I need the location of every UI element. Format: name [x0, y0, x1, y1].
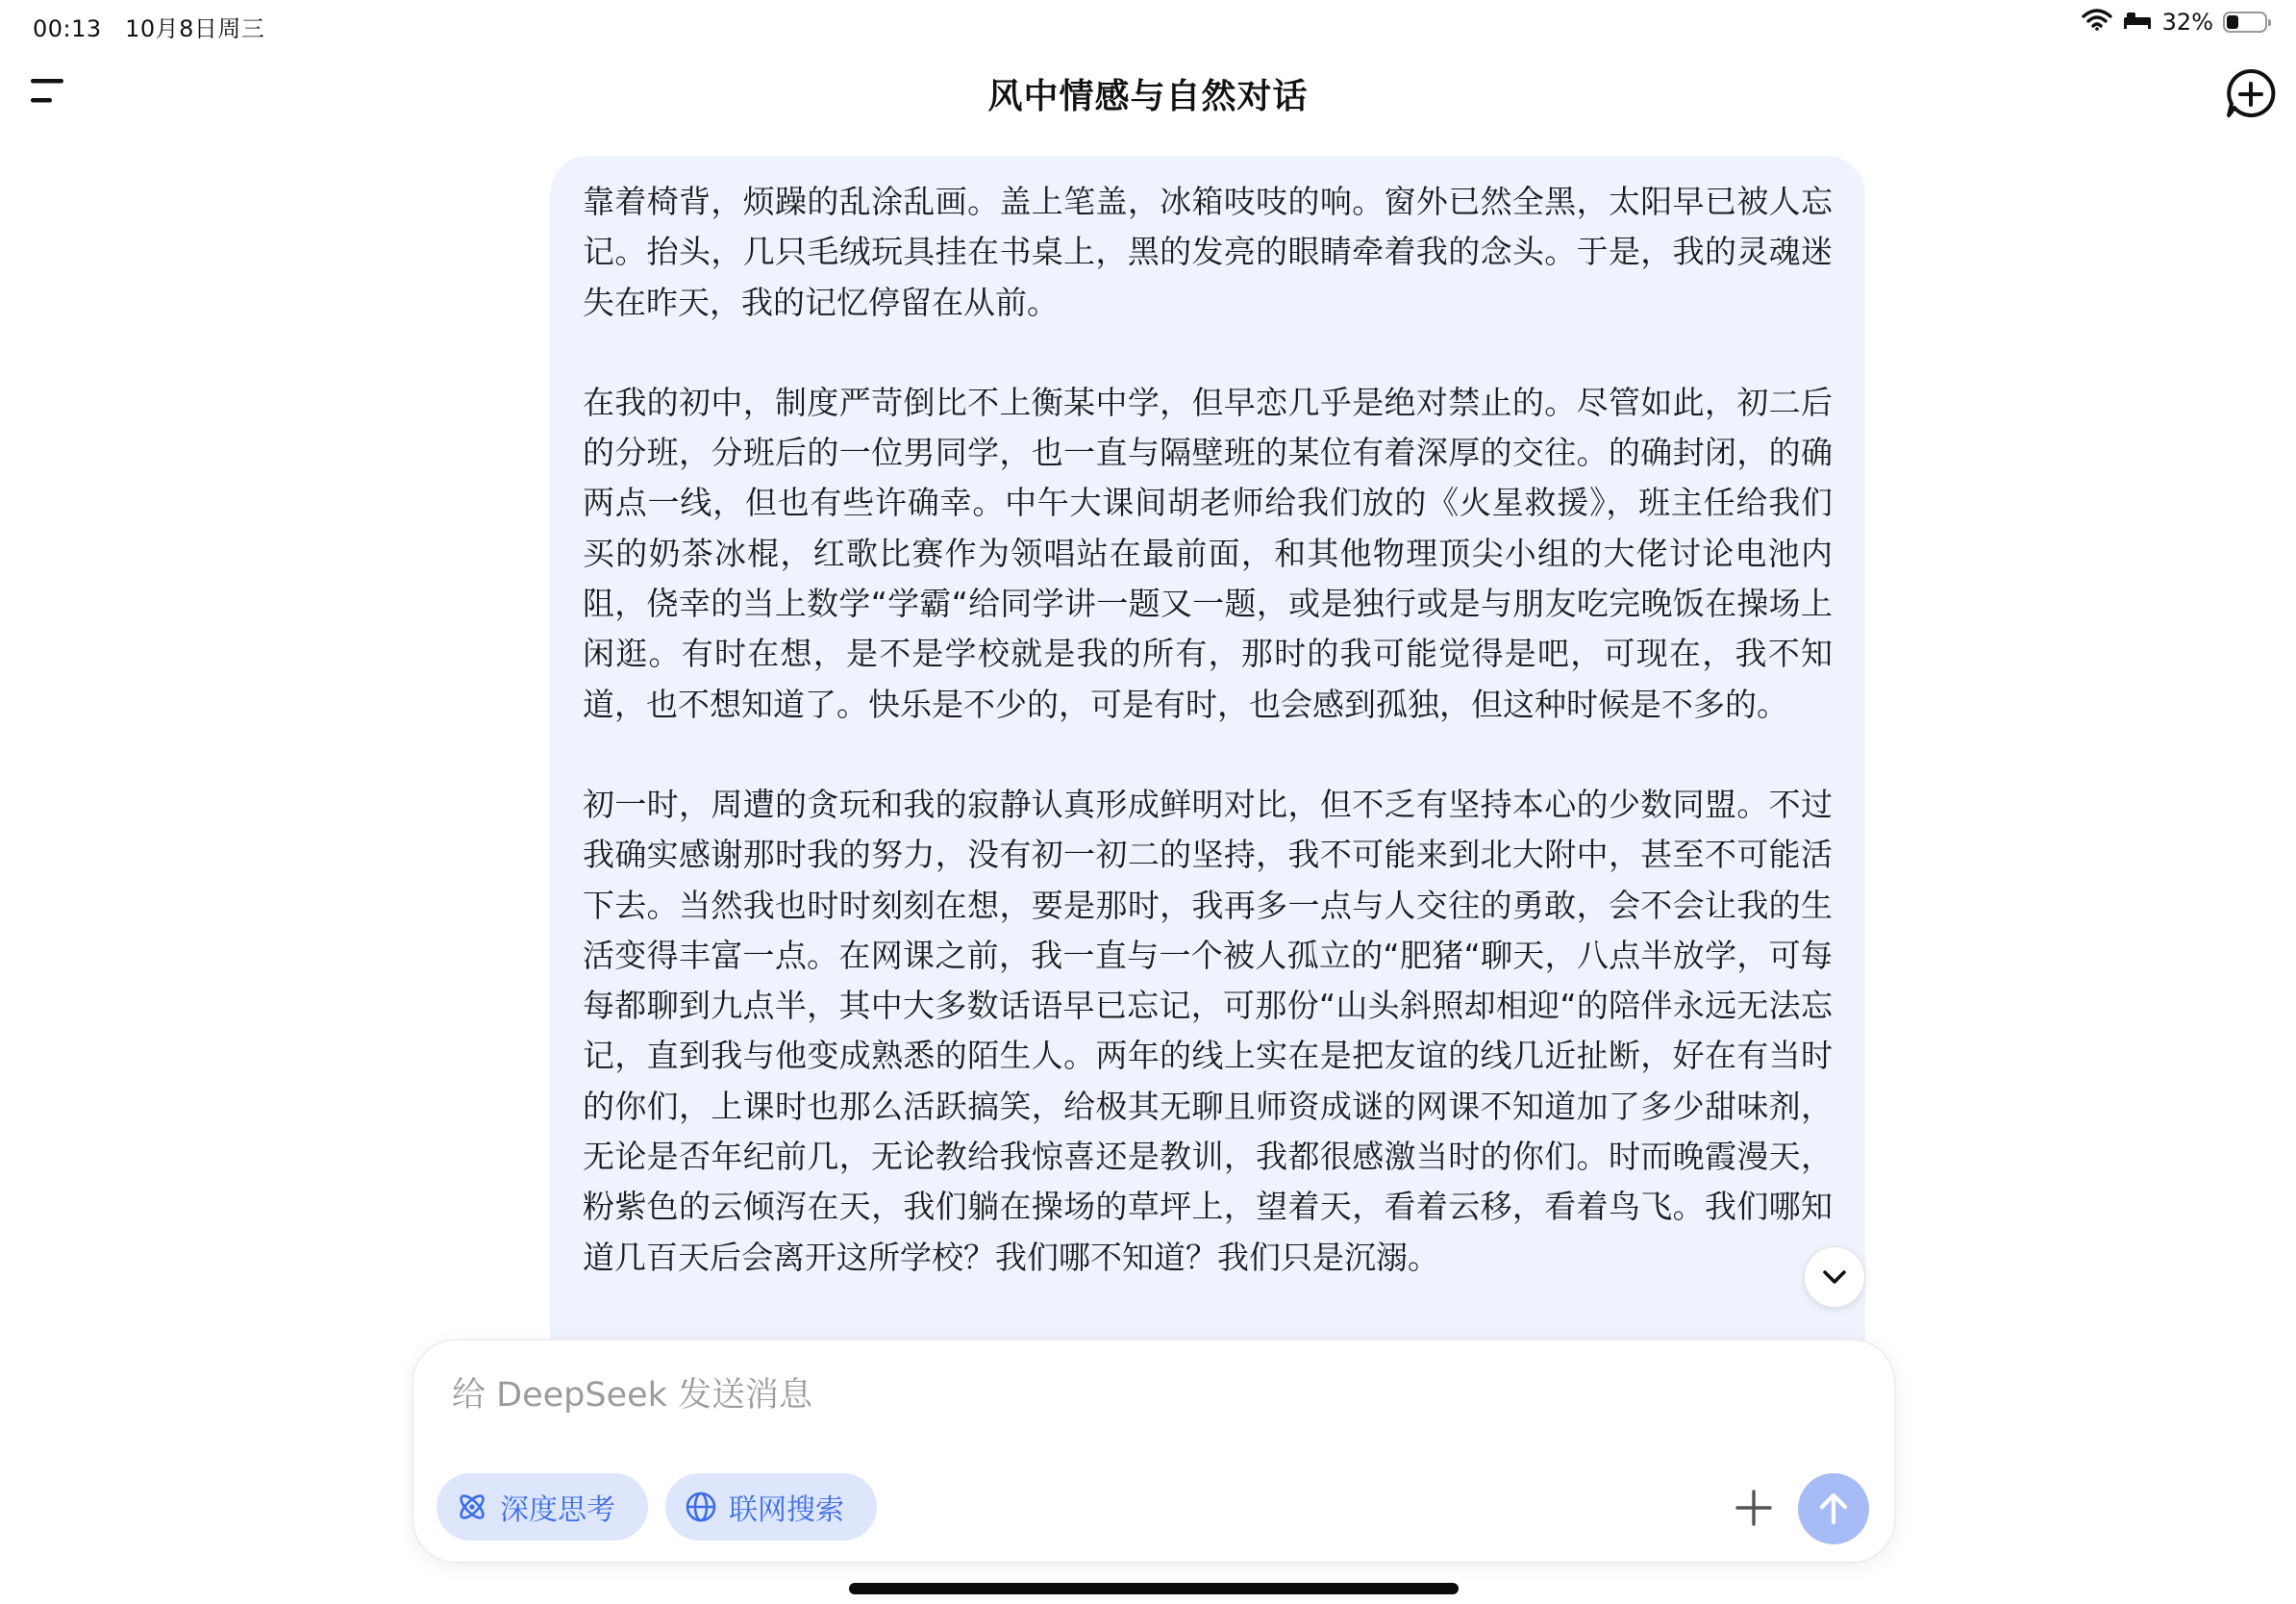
- status-datetime: [33, 10, 264, 43]
- status-time: 00:13: [33, 15, 102, 42]
- web-search-toggle[interactable]: [665, 1473, 877, 1541]
- user-message-bubble: [550, 156, 1865, 1348]
- page-title: 风中情感与自然对话: [987, 77, 1309, 116]
- battery-icon: [2223, 12, 2267, 33]
- attach-button[interactable]: [1725, 1479, 1783, 1537]
- app-header: [0, 46, 2296, 138]
- battery-percent: 32%: [2161, 9, 2213, 36]
- wifi-icon: [2082, 8, 2112, 37]
- status-date: 10月8日周三: [125, 15, 265, 42]
- atom-icon: [456, 1491, 488, 1523]
- chevron-down-icon: [1820, 1267, 1849, 1287]
- battery-level: [2227, 15, 2238, 29]
- home-indicator[interactable]: [849, 1583, 1459, 1594]
- message-input[interactable]: [450, 1366, 1608, 1425]
- message-composer: [413, 1341, 1894, 1562]
- globe-icon: [685, 1491, 717, 1523]
- scroll-to-bottom-button[interactable]: [1804, 1246, 1865, 1308]
- message-paragraph-2: 在我的初中，制度严苛倒比不上衡某中学，但早恋几乎是绝对禁止的。尽管如此，初二后的分班，分班后的一位男同学，也一直与隔壁班的某位有着深厚的交往。的确封闭，的确两点一线，但也有些许确幸。中午大课间胡老师给我们放的《火星救援》，班主任给我们买的奶茶冰棍，红歌比赛作为领唱站在最前面，和其他物理顶尖小组的大佬讨论电池内阻，侥幸的当上数学“学霸“给同学讲一题又一题，或是独行或是与朋友吃完晚饭在操场上闲逛。有时在想，是不是学校就是我的所有，那时的我可能觉得是吧，可现在，我不知道，也不想知道了。快乐是不少的，可是有时，也会感到孤独，但这种时候是不多的。: [583, 383, 1833, 723]
- status-bar: [0, 0, 2296, 46]
- sleep-focus-icon: [2122, 8, 2153, 37]
- message-paragraph-3: 初一时，周遭的贪玩和我的寂静认真形成鲜明对比，但不乏有坚持本心的少数同盟。不过我确实感谢那时我的努力，没有初一初二的坚持，我不可能来到北大附中，甚至不可能活下去。当然我也时时刻刻在想，要是那时，我再多一点与人交往的勇敢，会不会让我的生活变得丰富一点。在网课之前，我一直与一个被人孤立的“肥猪“聊天，八点半放学，可每每都聊到九点半，其中大多数话语早已忘记，可那份“山头斜照却相迎“的陪伴永远无法忘记，直到我与他变成熟悉的陌生人。两年的线上实在是把友谊的线几近扯断，好在有当时的你们，上课时也那么活跃搞笑，给极其无聊且师资成谜的网课不知道加了多少甜味剂，无论是否年纪前几，无论教给我惊喜还是教训，我都很感激当时的你们。时而晚霞漫天，粉紫色的云倾泻在天，我们躺在操场的草坪上，望着天，看着云移，看着鸟飞。我们哪知道几百天后会离开这所学校？我们哪不知道？我们只是沉溺。: [583, 785, 1833, 1276]
- deep-think-toggle[interactable]: [437, 1473, 648, 1541]
- plus-icon: [1734, 1488, 1774, 1528]
- message-paragraph-1: 靠着椅背，烦躁的乱涂乱画。盖上笔盖，冰箱吱吱的响。窗外已然全黑，太阳早已被人忘记。抬头，几只毛绒玩具挂在书桌上，黑的发亮的眼睛牵着我的念头。于是，我的灵魂迷失在昨天，我的记忆停留在从前。: [583, 183, 1833, 321]
- new-chat-button[interactable]: [2223, 65, 2279, 121]
- send-button[interactable]: [1798, 1473, 1869, 1544]
- web-search-label: 联网搜索: [729, 1493, 844, 1527]
- deep-think-label: 深度思考: [500, 1493, 615, 1527]
- status-indicators: [2082, 8, 2267, 37]
- arrow-up-icon: [1814, 1490, 1853, 1528]
- new-chat-plus-icon: [2223, 65, 2279, 121]
